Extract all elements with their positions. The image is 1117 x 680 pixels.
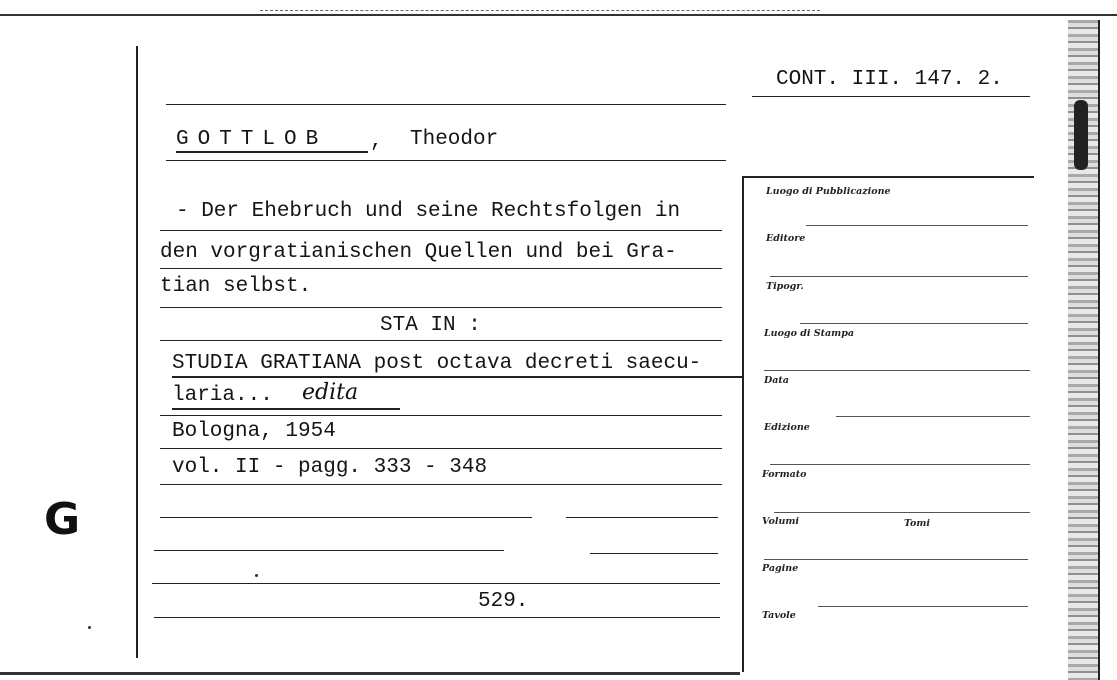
rule-11b [590, 553, 718, 554]
collection-underline-2 [172, 408, 400, 410]
title-line-2: den vorgratianischen Quellen und bei Gra- [160, 241, 677, 264]
form-rule-7 [774, 512, 1030, 513]
form-label-tomes: Tomi [904, 518, 930, 529]
rule-10b [566, 517, 718, 518]
bottom-edge-line [0, 672, 740, 675]
rule-10a [160, 517, 532, 518]
form-rule-4 [764, 370, 1030, 371]
top-edge-line-faint [260, 10, 820, 11]
form-rule-5 [836, 416, 1030, 417]
rule-1 [166, 104, 726, 105]
place-year: Bologna, 1954 [172, 420, 336, 443]
rule-12 [152, 583, 720, 584]
form-label-publisher: Editore [766, 233, 806, 244]
volume-pages: vol. II - pagg. 333 - 348 [172, 456, 488, 479]
form-label-printer: Tipogr. [766, 281, 804, 292]
right-edge-rule [1098, 20, 1100, 680]
rule-4 [160, 268, 722, 269]
form-label-volumes: Volumi [762, 516, 800, 527]
stray-mark [88, 626, 91, 629]
collection-line-2: laria... [172, 384, 273, 407]
rule-2 [166, 160, 726, 161]
form-rule-2 [770, 276, 1028, 277]
rule-13 [154, 617, 720, 618]
rule-6 [160, 340, 722, 341]
form-label-edition: Edizione [764, 422, 810, 433]
author-given-name: Theodor [410, 128, 499, 151]
shelfmark-underline [752, 96, 1030, 97]
sta-in-label: STA IN : [380, 314, 481, 337]
top-edge-line [0, 14, 1117, 16]
form-label-pages: Pagine [762, 563, 799, 574]
rule-9 [160, 484, 722, 485]
collection-underline-1 [172, 376, 744, 378]
number-stamp: 529. [478, 590, 529, 613]
collection-line-1: STUDIA GRATIANA post octava decreti saecu- [172, 352, 702, 375]
rule-11a [154, 550, 504, 551]
side-letter: G [44, 494, 81, 545]
author-separator: , [370, 130, 383, 153]
rule-8 [160, 448, 722, 449]
right-edge-dark-mark [1074, 100, 1088, 170]
stray-mark [255, 574, 258, 577]
form-rule-8 [764, 559, 1028, 560]
handwritten-note: edita [302, 380, 359, 405]
form-rule-1 [806, 225, 1028, 226]
title-line-3: tian selbst. [160, 275, 312, 298]
form-label-printing-place: Luogo di Stampa [764, 328, 855, 339]
rule-7 [160, 415, 722, 416]
left-margin-rule [136, 46, 138, 658]
author-surname: GOTTLOB [176, 128, 328, 151]
rule-5 [160, 307, 722, 308]
form-label-plates: Tavole [762, 610, 796, 621]
form-label-format: Formato [762, 469, 807, 480]
rule-3 [160, 230, 722, 231]
form-label-publication-place: Luogo di Pubblicazione [766, 186, 891, 197]
form-rule-6 [770, 464, 1030, 465]
author-underline [176, 151, 368, 153]
shelfmark: CONT. III. 147. 2. [776, 68, 1003, 91]
title-line-1: - Der Ehebruch und seine Rechtsfolgen in [176, 200, 681, 223]
form-label-date: Data [764, 375, 789, 386]
form-rule-9 [818, 606, 1028, 607]
form-rule-3 [800, 323, 1028, 324]
